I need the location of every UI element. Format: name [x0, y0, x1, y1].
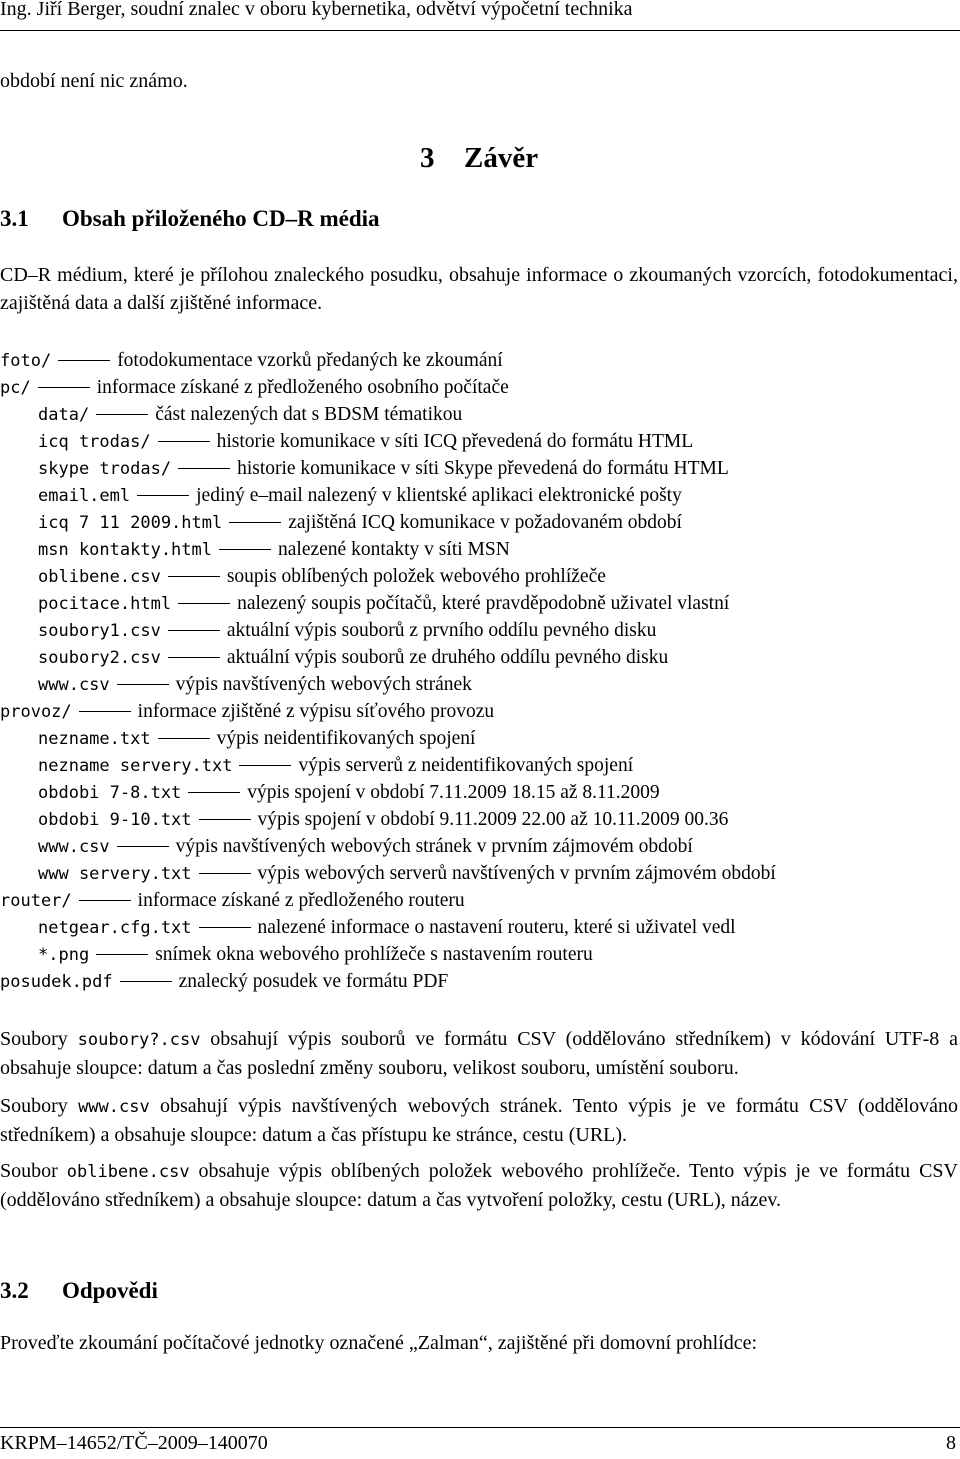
em-dash-separator [199, 874, 251, 875]
listing-description: část nalezených dat s BDSM tématikou [155, 404, 463, 425]
listing-filename: www servery.txt [38, 864, 192, 884]
subsection-title: Odpovědi [62, 1278, 158, 1303]
paragraph-text: obsahuje výpis oblíbených položek webového prohlížeče. Tento výpis je ve formátu CSV (oddělováno středníkem) a obsahuje sloupce: datum a čas vytvoření položky, cestu (URL), název. [0, 1160, 958, 1211]
listing-row [0, 617, 960, 644]
em-dash-separator [79, 901, 131, 902]
em-dash-separator [168, 577, 220, 578]
em-dash-separator [117, 847, 169, 848]
filename-code: www.csv [78, 1097, 150, 1117]
listing-description: výpis neidentifikovaných spojení [216, 728, 476, 749]
listing-filename: icq 7 11 2009.html [38, 513, 223, 533]
listing-filename: www.csv [38, 675, 110, 695]
listing-filename: *.png [38, 945, 90, 965]
listing-description: historie komunikace v síti ICQ převedená do formátu HTML [216, 431, 694, 452]
listing-description: aktuální výpis souborů ze druhého oddílu pevného disku [226, 647, 669, 668]
listing-row [0, 887, 960, 914]
listing-row [0, 347, 960, 374]
footer-reference: KRPM–14652/TČ–2009–140070 [0, 1432, 268, 1454]
listing-filename: msn kontakty.html [38, 540, 212, 560]
header-rule [0, 30, 960, 31]
listing-row [0, 914, 960, 941]
em-dash-separator [38, 388, 90, 389]
listing-row [0, 563, 960, 590]
listing-filename: provoz/ [0, 702, 72, 722]
listing-row [0, 428, 960, 455]
footer-rule [0, 1427, 960, 1428]
listing-description: zajištěná ICQ komunikace v požadovaném období [288, 512, 682, 533]
listing-row [0, 779, 960, 806]
section-title: Závěr [464, 142, 539, 174]
em-dash-separator [199, 928, 251, 929]
listing-row [0, 968, 960, 995]
listing-description: jediný e–mail nalezený v klientské aplikaci elektronické pošty [196, 485, 682, 506]
listing-row [0, 941, 960, 968]
listing-description: snímek okna webového prohlížeče s nastavením routeru [155, 944, 593, 965]
section-heading [420, 142, 538, 175]
listing-row [0, 725, 960, 752]
listing-filename: obdobi 9-10.txt [38, 810, 192, 830]
listing-description: informace získané z předloženého osobního počítače [96, 377, 509, 398]
em-dash-separator [199, 820, 251, 821]
listing-row [0, 671, 960, 698]
listing-filename: data/ [38, 405, 90, 425]
subsection-heading-answers [0, 1278, 158, 1304]
em-dash-separator [96, 955, 148, 956]
em-dash-separator [158, 442, 210, 443]
listing-row [0, 698, 960, 725]
paragraph-text: Soubory [0, 1028, 78, 1050]
listing-filename: email.eml [38, 486, 131, 506]
listing-description: historie komunikace v síti Skype převedená do formátu HTML [237, 458, 729, 479]
em-dash-separator [120, 982, 172, 983]
listing-filename: soubory2.csv [38, 648, 161, 668]
listing-description: výpis spojení v období 9.11.2009 22.00 až 10.11.2009 00.36 [257, 809, 729, 830]
listing-filename: obdobi 7-8.txt [38, 783, 182, 803]
subsection-number: 3.2 [0, 1278, 29, 1303]
listing-description: výpis navštívených webových stránek v prvním zájmovém období [175, 836, 693, 857]
listing-row [0, 644, 960, 671]
listing-filename: icq trodas/ [38, 432, 151, 452]
listing-filename: nezname.txt [38, 729, 151, 749]
listing-filename: nezname servery.txt [38, 756, 233, 776]
em-dash-separator [188, 793, 240, 794]
listing-filename: foto/ [0, 351, 52, 371]
listing-filename: soubory1.csv [38, 621, 161, 641]
em-dash-separator [219, 550, 271, 551]
listing-description: nalezený soupis počítačů, které pravděpodobně uživatel vlastní [237, 593, 730, 614]
listing-filename: netgear.cfg.txt [38, 918, 192, 938]
listing-filename: posudek.pdf [0, 972, 113, 992]
em-dash-separator [96, 415, 148, 416]
listing-row [0, 860, 960, 887]
em-dash-separator [168, 658, 220, 659]
em-dash-separator [239, 766, 291, 767]
listing-description: nalezené kontakty v síti MSN [278, 539, 510, 560]
em-dash-separator [178, 469, 230, 470]
paragraph-www [0, 1092, 958, 1149]
listing-row [0, 752, 960, 779]
paragraph-answers: Proveďte zkoumání počítačové jednotky označené „Zalman“, zajištěné při domovní prohlídce: [0, 1332, 758, 1354]
em-dash-separator [79, 712, 131, 713]
listing-row [0, 833, 960, 860]
listing-description: fotodokumentace vzorků předaných ke zkoumání [117, 350, 503, 371]
filename-code: oblibene.csv [66, 1162, 190, 1182]
listing-row [0, 509, 960, 536]
listing-filename: oblibene.csv [38, 567, 161, 587]
listing-row [0, 374, 960, 401]
paragraph-text: Soubor [0, 1160, 67, 1182]
running-header: Ing. Jiří Berger, soudní znalec v oboru kybernetika, odvětví výpočetní technika [0, 0, 633, 20]
listing-filename: pc/ [0, 378, 31, 398]
em-dash-separator [117, 685, 169, 686]
listing-description: výpis serverů z neidentifikovaných spojení [298, 755, 634, 776]
paragraph-text: obsahují výpis souborů ve formátu CSV (oddělováno středníkem) v kódování UTF-8 a obsahuje sloupce: datum a čas poslední změny souboru, velikost souboru, umístění souboru. [0, 1028, 958, 1079]
em-dash-separator [58, 361, 110, 362]
paragraph-soubory [0, 1025, 958, 1082]
listing-row [0, 536, 960, 563]
intro-fragment: období není nic známo. [0, 70, 188, 92]
paragraph-text: obsahují výpis navštívených webových stránek. Tento výpis je ve formátu CSV (oddělováno středníkem) a obsahuje sloupce: datum a čas přístupu ke stránce, cestu (URL). [0, 1095, 958, 1146]
subsection-number: 3.1 [0, 206, 29, 231]
file-listing [0, 347, 960, 995]
em-dash-separator [168, 631, 220, 632]
listing-description: výpis webových serverů navštívených v prvním zájmovém období [257, 863, 776, 884]
section-number: 3 [420, 142, 435, 174]
em-dash-separator [178, 604, 230, 605]
em-dash-separator [137, 496, 189, 497]
subsection-heading-cd [0, 206, 380, 232]
listing-filename: skype trodas/ [38, 459, 172, 479]
listing-filename: router/ [0, 891, 72, 911]
listing-description: znalecký posudek ve formátu PDF [178, 971, 449, 992]
em-dash-separator [229, 523, 281, 524]
paragraph-oblibene [0, 1157, 958, 1214]
listing-row [0, 590, 960, 617]
listing-row [0, 806, 960, 833]
paragraph-cd-content: CD–R médium, které je přílohou znaleckého posudku, obsahuje informace o zkoumaných vzorcích, fotodokumentaci, zajištěná data a další zjištěné informace. [0, 264, 958, 314]
filename-code: soubory?.csv [77, 1030, 201, 1050]
em-dash-separator [158, 739, 210, 740]
listing-row [0, 455, 960, 482]
listing-description: nalezené informace o nastavení routeru, které si uživatel vedl [257, 917, 736, 938]
listing-filename: pocitace.html [38, 594, 172, 614]
paragraph-text: Soubory [0, 1095, 79, 1117]
page-number: 8 [946, 1432, 956, 1454]
listing-description: aktuální výpis souborů z prvního oddílu pevného disku [226, 620, 657, 641]
listing-description: výpis navštívených webových stránek [175, 674, 472, 695]
listing-filename: www.csv [38, 837, 110, 857]
listing-row [0, 401, 960, 428]
listing-row [0, 482, 960, 509]
subsection-title: Obsah přiloženého CD–R média [62, 206, 380, 231]
listing-description: výpis spojení v období 7.11.2009 18.15 až 8.11.2009 [247, 782, 660, 803]
listing-description: soupis oblíbených položek webového prohlížeče [226, 566, 606, 587]
listing-description: informace získané z předloženého routeru [137, 890, 465, 911]
listing-description: informace zjištěné z výpisu síťového provozu [137, 701, 495, 722]
